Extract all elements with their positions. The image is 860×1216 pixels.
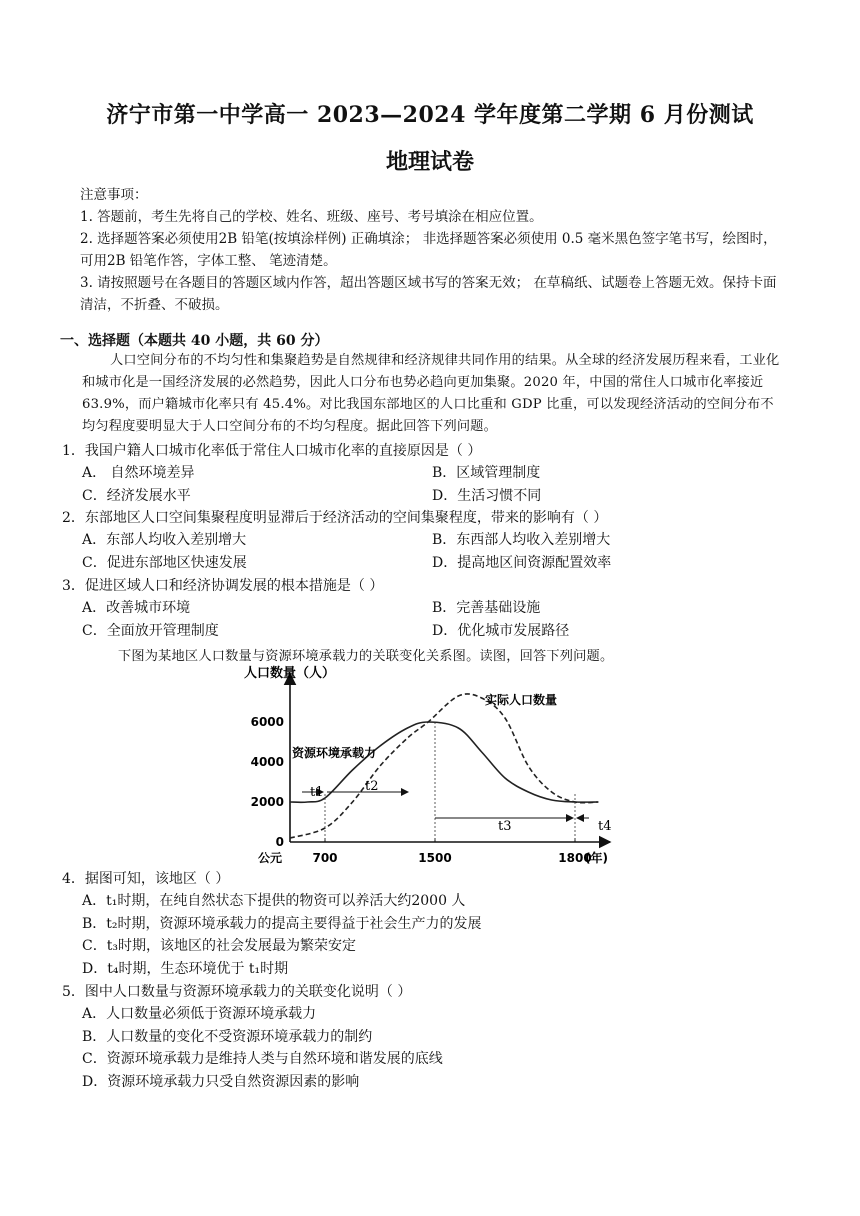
option-1d: D．生活习惯不同	[432, 487, 542, 504]
option-4b: B．t₂时期，资源环境承载力的提高主要得益于社会生产力的发展	[82, 915, 482, 932]
option-1b: B．区域管理制度	[432, 465, 541, 481]
option-3b: B．完善基础设施	[432, 600, 541, 616]
option-1a: A． 自然环境差异	[82, 465, 195, 481]
option-1c: C．经济发展水平	[82, 487, 191, 504]
notes-heading: 注意事项：	[80, 187, 148, 203]
question-5-options	[82, 1003, 782, 1093]
y-tick-label: 2000	[250, 795, 284, 809]
t3-label: t3	[498, 819, 512, 834]
question-5-stem: 5．图中人口数量与资源环境承载力的关联变化说明（ ）	[62, 984, 412, 1000]
section-heading: 一、选择题（本题共 40 小题，共 60 分）	[60, 333, 329, 349]
t4-label: t4	[598, 819, 612, 834]
notes-block	[80, 184, 785, 316]
series-capacity-line	[290, 722, 598, 802]
x-axis-label: (年)	[585, 851, 608, 865]
question-2-stem: 2．东部地区人口空间集聚程度明显滞后于经济活动的空间集聚程度，带来的影响有（ ）	[62, 510, 608, 526]
option-4d: D．t₄时期，生态环境优于 t₁时期	[82, 960, 289, 977]
question-3-options	[82, 597, 782, 642]
figure-intro: 下图为某地区人口数量与资源环境承载力的关联变化关系图。读图，回答下列问题。	[118, 649, 614, 664]
option-3d: D．优化城市发展路径	[432, 622, 570, 639]
option-5c: C．资源环境承载力是维持人类与自然环境和谐发展的底线	[82, 1051, 443, 1067]
x-tick-label: 700	[312, 851, 338, 865]
option-5d: D．资源环境承载力只受自然资源因素的影响	[82, 1073, 360, 1090]
notes-item-1: 1. 答题前，考生先将自己的学校、姓名、班级、座号、考号填涂在相应位置。	[80, 209, 543, 225]
page-title: 济宁市第一中学高一 2023—2024 学年度第二学期 6 月份测试	[106, 102, 754, 128]
notes-item-3: 3. 请按照题号在各题目的答题区域内作答，超出答题区域书写的答案无效； 在草稿纸、试题卷上答题无效。保持卡面清洁，不折叠、不破损。	[80, 275, 777, 313]
x-origin-label: 公元	[258, 851, 283, 865]
option-5b: B．人口数量的变化不受资源环境承载力的制约	[82, 1028, 373, 1045]
question-2-options	[82, 529, 782, 574]
y-tick-label: 4000	[250, 755, 284, 769]
series-label-capacity: 资源环境承载力	[292, 746, 377, 760]
question-3-stem: 3．促进区域人口和经济协调发展的根本措施是（ ）	[62, 578, 384, 594]
t2-label: t2	[365, 779, 379, 794]
reading-material: 人口空间分布的不均匀性和集聚趋势是自然规律和经济规律共同作用的结果。从全球的经济发展历程来看，工业化和城市化是一国经济发展的必然趋势，因此人口分布也势必趋向更加集聚。2020 年，中国的常住人口城市化率接近 63.9%，而户籍城市化率只有 45.4%。对比我国东部地区的人口比重和 GDP 比重，可以发现经济活动的空间分布不均匀程度要明显大于人口空间分布的不均匀程度。据此回答下列问题。	[82, 353, 780, 434]
option-3c: C．全面放开管理制度	[82, 622, 219, 639]
option-2a: A．东部人均收入差别增大	[82, 532, 247, 548]
question-4-options	[82, 890, 782, 980]
option-4c: C．t₃时期，该地区的社会发展最为繁荣安定	[82, 938, 356, 954]
option-2b: B．东西部人均收入差别增大	[432, 532, 611, 548]
series-population-line	[290, 694, 598, 838]
t1-label: t1	[310, 785, 324, 800]
question-1-options	[82, 462, 782, 507]
x-tick-label: 1500	[418, 851, 452, 865]
option-4a: A．t₁时期，在纯自然状态下提供的物资可以养活大约2000 人	[82, 893, 466, 909]
option-3a: A．改善城市环境	[82, 600, 191, 616]
option-2c: C．促进东部地区快速发展	[82, 554, 247, 571]
question-4-stem: 4．据图可知，该地区（ ）	[62, 871, 230, 887]
question-1-stem: 1．我国户籍人口城市化率低于常住人口城市化率的直接原因是（ ）	[62, 443, 482, 459]
notes-item-2: 2. 选择题答案必须使用2B 铅笔(按填涂样例) 正确填涂； 非选择题答案必须使用 0.5 毫米黑色签字笔书写，绘图时，可用2B 铅笔作答，字体工整、 笔迹清楚。	[80, 231, 777, 269]
series-label-population: 实际人口数量	[485, 693, 558, 707]
x-tick-label: 1800	[558, 851, 592, 865]
y-tick-label: 6000	[250, 715, 284, 729]
population-capacity-chart	[240, 662, 620, 868]
option-2d: D．提高地区间资源配置效率	[432, 554, 612, 571]
option-5a: A．人口数量必须低于资源环境承载力	[82, 1006, 317, 1022]
page-subtitle: 地理试卷	[385, 149, 474, 175]
y-tick-label: 0	[275, 835, 284, 849]
y-axis-label: 人口数量（人）	[244, 666, 336, 681]
